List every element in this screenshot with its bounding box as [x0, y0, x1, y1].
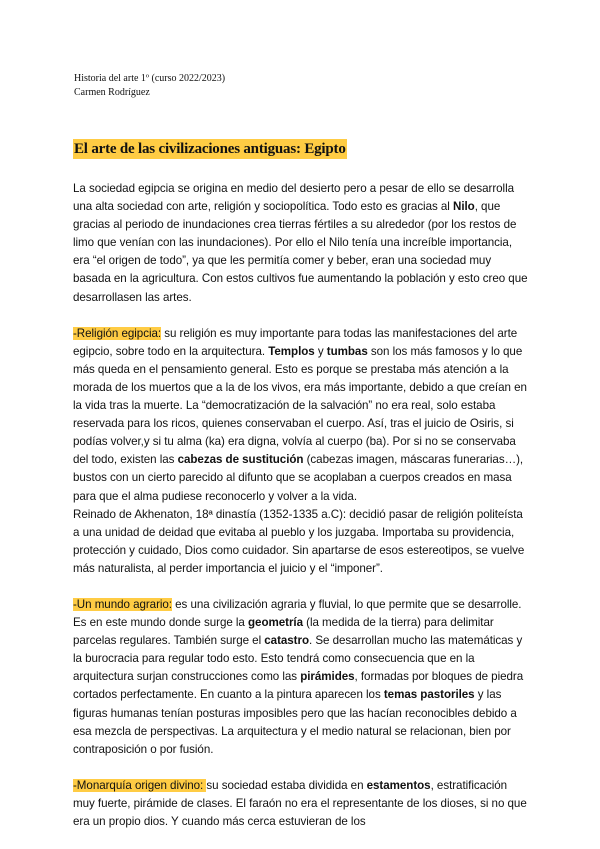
religion-text-1: su religión es muy importante para todas las manifestaciones del arte egipcio, sobre todo en la arquitectura. [73, 326, 518, 358]
intro-text-2: , que gracias al periodo de inundaciones crea tierras fértiles a su alrededor (por los restos de limo que venían con las inundaciones). Por ello el Nilo tenía una increíble importancia, era “el origen de todo”, ya que les permitía comer y beber, eran una sociedad muy basada en la agricultura. Con estos cultivos fue aumentando la población y esto creo que desarrollasen las artes. [73, 200, 528, 304]
agrario-geometria-bold: geometría [248, 616, 303, 630]
author-line: Carmen Rodríguez [74, 87, 150, 98]
religion-text-2: y [314, 344, 327, 358]
intro-text-1: La sociedad egipcia se origina en medio del desierto pero a pesar de ello se desarrolla una alta sociedad con arte, religión y sociopolítica. Todo esto es gracias al [73, 182, 515, 214]
agrario-piramides-bold: pirámides [300, 670, 355, 684]
religion-paragraph [73, 325, 531, 578]
monarquia-heading: -Monarquía origen divino: [73, 778, 207, 792]
course-line: Historia del arte 1º (curso 2022/2023) [74, 73, 226, 84]
document-header [74, 72, 225, 100]
religion-text-3: son los más famosos y lo que más queda en el pensamiento general. Esto es porque se prestaba más atención a la morada de los muertos que a la de los vivos, era más importante, debido a que creían en la vida tras la muerte. La “democratización de la salvación” no era real, solo estaba reservada para los ricos, quienes conservaban el cuerpo. Así, tras el juicio de Osiris, si podías volver,y si tu alma (ka) era digna, volvía al cuerpo (ba). Por si no se conservaba del todo, existen las [73, 344, 527, 467]
page-title: El arte de las civilizaciones antiguas: Egipto [74, 141, 346, 157]
agrario-temas-bold: temas pastoriles [383, 688, 475, 702]
religion-text-4: (cabezas imagen, máscaras funerarias…), bustos con un cierto parecido al difunto que se acoplaban a cuerpos creados en masa para que el alma pudiese reconocerlo y volver a la vida. [73, 453, 524, 503]
intro-paragraph [73, 180, 531, 307]
religion-heading: -Religión egipcia: [73, 326, 162, 340]
monarquia-text-1: su sociedad estaba dividida en [206, 778, 367, 792]
akhenaton-text: Reinado de Akhenaton, 18ª dinastía (1352-1335 a.C): decidió pasar de religión politeísta a una unidad de deidad que evitaba al pueblo y los juzgaba. Importaba su providencia, protección y cuidado, Dios como cuidador. Sin apartarse de esos estereotipos, se vuelve más naturalista, al perder importancia el juicio y el “imponer”. [73, 507, 525, 575]
agrario-text-4: , formadas por bloques de piedra cortados perfectamente. En cuanto a la pintura aparecen los [73, 670, 524, 702]
monarquia-text-2: , estratificación muy fuerte, pirámide de clases. El faraón no era el representante de los dioses, si no que era un propio dios. Y cuando más cerca estuvieran de los [73, 778, 527, 828]
monarquia-paragraph [73, 777, 531, 831]
agrario-heading: -Un mundo agrario: [73, 597, 172, 611]
monarquia-estamentos-bold: estamentos [366, 778, 431, 792]
intro-nilo-bold: Nilo [453, 200, 475, 214]
agrario-text-3: . Se desarrollan mucho las matemáticas y la burocracia para regular todo esto. Esto tendrá como consecuencia que en la arquitectura surjan construcciones como las [73, 634, 523, 684]
religion-cabezas-bold: cabezas de sustitución [177, 453, 304, 467]
agrario-text-2: (la medida de la tierra) para delimitar parcelas regulares. También surge el [73, 616, 494, 648]
agrario-text-5: y las figuras humanas tenían posturas imposibles pero que las hacían reconocibles debido a esa mezcla de perspectivas. La arquitectura y el medio natural se relacionan, bien por contraposición o por fusión. [73, 688, 517, 756]
agrario-paragraph [73, 596, 531, 759]
religion-templos-bold: Templos [268, 344, 315, 358]
religion-tumbas-bold: tumbas [326, 344, 368, 358]
agrario-text-1: es una civilización agraria y fluvial, lo que permite que se desarrolle. Es en este mundo donde surge la [73, 597, 522, 630]
document-body [73, 180, 531, 849]
agrario-catastro-bold: catastro [264, 634, 309, 648]
